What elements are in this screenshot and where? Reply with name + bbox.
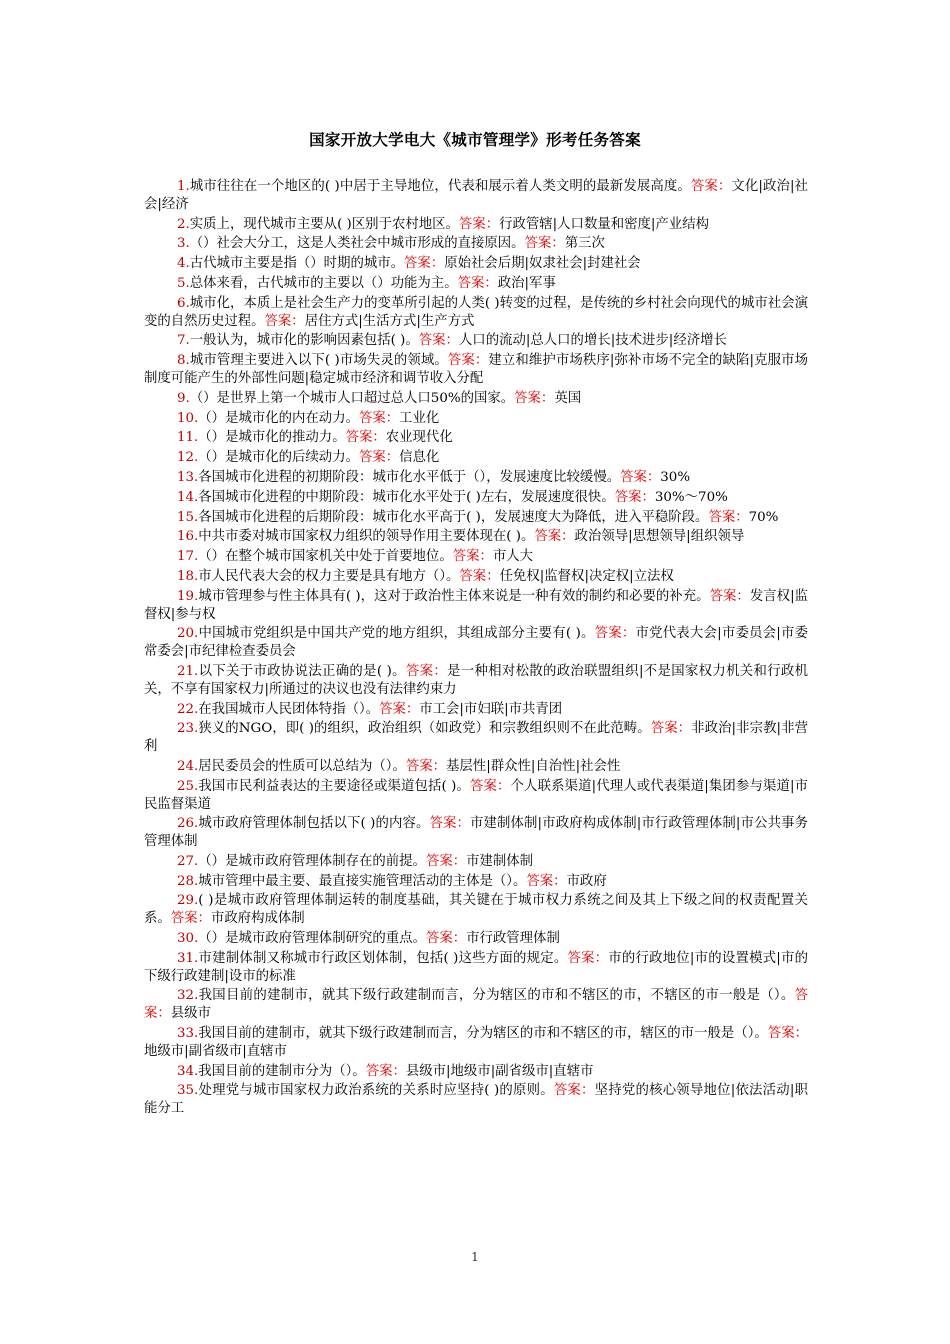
question-number: 20.	[177, 626, 199, 642]
answer-label: 答案：	[708, 509, 749, 525]
question-item	[144, 469, 808, 487]
question-text: （）是城市化的内在动力。	[198, 410, 359, 426]
answer-label: 答案：	[470, 778, 511, 794]
question-item	[144, 930, 808, 948]
answer-text: 个人联系渠道|代理人或代表渠道|集团参与渠道|市民监督渠道	[144, 778, 808, 812]
question-text: 市人民代表大会的权力主要是具有地方（）。	[198, 568, 460, 584]
answer-label: 答案：	[458, 216, 500, 232]
answer-label: 答案：	[365, 1063, 406, 1079]
question-number: 18.	[177, 568, 199, 584]
answer-text: 市人大	[492, 549, 534, 565]
answer-label: 答案：	[620, 469, 661, 485]
question-item	[144, 429, 808, 447]
question-text: 一般认为，城市化的影响因素包括( )。	[189, 333, 419, 349]
answer-label: 答案：	[690, 179, 732, 194]
question-number: 6.	[177, 295, 190, 311]
answer-text: 县级市|地级市|副省级市|直辖市	[405, 1063, 594, 1079]
question-item	[144, 489, 808, 507]
question-item	[144, 1025, 808, 1061]
question-text: （）是城市化的后续动力。	[198, 450, 359, 466]
answer-text: 市政府构成体制	[210, 911, 305, 927]
question-text: 中共市委对城市国家权力组织的领导作用主要体现在( )。	[198, 529, 535, 545]
question-item	[144, 758, 808, 776]
question-text: 我国市民利益表达的主要途径或渠道包括( )。	[198, 778, 471, 794]
question-item	[144, 588, 808, 624]
question-item	[144, 548, 808, 566]
answer-label: 答案：	[767, 1026, 809, 1042]
question-item	[144, 390, 808, 408]
answer-text: 信息化	[399, 450, 440, 466]
answer-label: 答案：	[447, 353, 489, 369]
question-text: 城市政府管理体制包括以下( )的内容。	[198, 816, 430, 832]
question-item	[144, 235, 808, 253]
question-number: 7.	[177, 333, 190, 349]
question-text: 处理党与城市国家权力政治系统的关系时应坚持( )的原则。	[198, 1083, 554, 1099]
question-text: 我国目前的建制市，就其下级行政建制而言，分为辖区的市和不辖区的市，不辖区的市一般是（）。	[198, 988, 795, 1004]
question-number: 17.	[177, 549, 199, 565]
question-number: 13.	[177, 469, 199, 485]
question-item	[144, 1063, 808, 1081]
question-number: 22.	[177, 701, 199, 717]
question-text: 我国目前的建制市分为（）。	[198, 1063, 366, 1079]
question-number: 24.	[177, 758, 199, 774]
answer-label: 答案：	[614, 489, 655, 505]
answer-label: 答案：	[514, 390, 555, 406]
question-item	[144, 815, 808, 851]
question-item	[144, 892, 808, 928]
question-item	[144, 853, 808, 871]
question-text: 以下关于市政协说法正确的是( )。	[198, 663, 406, 679]
answer-text: 市的行政地位|市的设置模式|市的下级行政建制|设市的标准	[144, 950, 809, 984]
answer-text: 是一种相对松散的政治联盟组织|不是国家权力机关和行政机关，不享有国家权力|所通过的决议也没有法律约束力	[144, 663, 809, 697]
answer-label: 答案：	[425, 853, 467, 869]
answer-text: 第三次	[564, 236, 605, 252]
question-item	[144, 663, 808, 699]
question-item	[144, 987, 808, 1023]
answer-label: 答案：	[418, 333, 459, 349]
answer-label: 答案：	[358, 450, 400, 466]
question-item	[144, 216, 808, 234]
answer-label: 答案：	[405, 758, 447, 774]
answer-text: 地级市|副省级市|直辖市	[144, 1043, 287, 1059]
answer-text: 任免权|监督权|决定权|立法权	[499, 568, 674, 584]
question-number: 31.	[177, 950, 199, 966]
question-text: 实质上，现代城市主要从( )区别于农村地区。	[189, 216, 459, 232]
answer-label: 答案：	[567, 950, 609, 966]
answer-label: 答案：	[526, 873, 567, 889]
question-item	[144, 332, 808, 350]
answer-text: 市政府	[566, 873, 607, 889]
answer-text: 行政管辖|人口数量和密度|产业结构	[499, 216, 709, 232]
question-item	[144, 568, 808, 586]
question-item	[144, 950, 808, 986]
question-number: 19.	[177, 588, 199, 604]
answer-label: 答案：	[459, 568, 500, 584]
question-number: 8.	[177, 353, 190, 369]
question-text: （）社会大分工，这是人类社会中城市形成的直接原因。	[189, 236, 525, 252]
question-text: 各国城市化进程的中期阶段：城市化水平处于( )左右，发展速度很快。	[198, 489, 615, 505]
question-item	[144, 449, 808, 467]
question-item	[144, 528, 808, 546]
answer-label: 答案：	[524, 236, 565, 252]
question-text: 中国城市党组织是中国共产党的地方组织，其组成部分主要有( )。	[198, 626, 595, 642]
question-number: 2.	[177, 216, 190, 232]
answer-label: 答案：	[144, 988, 808, 1022]
answer-label: 答案：	[457, 275, 498, 291]
question-text: （）是城市政府管理体制存在的前提。	[198, 853, 426, 869]
question-item	[144, 701, 808, 719]
answer-label: 答案：	[404, 256, 445, 272]
answer-text: 建立和维护市场秩序|弥补市场不完全的缺陷|克服市场制度可能产生的外部性问题|稳定城市经济和调节收入分配	[144, 353, 808, 386]
answer-label: 答案：	[358, 410, 400, 426]
answer-text: 基层性|群众性|自治性|社会性	[446, 758, 621, 774]
question-text: 我国目前的建制市，就其下级行政建制而言，分为辖区的市和不辖区的市，辖区的市一般是（）。	[198, 1026, 768, 1042]
question-number: 10.	[177, 410, 199, 426]
question-item	[144, 295, 808, 331]
answer-label: 答案：	[264, 313, 305, 329]
question-item	[144, 410, 808, 428]
answer-text: 坚持党的核心领导地位|依法活动|职能分工	[144, 1083, 809, 1117]
document-title: 国家开放大学电大《城市管理学》形考任务答案	[309, 130, 641, 149]
question-number: 28.	[177, 873, 199, 889]
question-text: 城市管理主要进入以下( )市场失灵的领域。	[189, 353, 448, 369]
question-text: 古代城市主要是指（）时期的城市。	[189, 256, 405, 272]
answer-text: 县级市	[170, 1006, 211, 1022]
question-text: （）在整个城市国家机关中处于首要地位。	[198, 549, 453, 565]
question-number: 16.	[177, 529, 199, 545]
question-list	[144, 178, 808, 1120]
question-item	[144, 275, 808, 293]
answer-text: 英国	[554, 390, 582, 406]
answer-text: 政治领导|思想领导|组织领导	[574, 529, 745, 545]
question-text: 在我国城市人民团体特指（）。	[198, 701, 380, 717]
answer-text: 市党代表大会|市委员会|市委常委会|市纪律检查委员会	[144, 626, 809, 660]
question-number: 30.	[177, 931, 199, 947]
question-number: 35.	[177, 1083, 199, 1099]
question-text: 居民委员会的性质可以总结为（）。	[198, 758, 406, 774]
question-item	[144, 720, 808, 756]
answer-label: 答案：	[553, 1083, 595, 1099]
question-text: （）是城市政府管理体制研究的重点。	[198, 931, 426, 947]
answer-label: 答案：	[170, 911, 211, 927]
answer-label: 答案：	[650, 721, 692, 737]
answer-text: 市建制体制	[466, 853, 534, 869]
question-number: 9.	[177, 390, 190, 406]
answer-label: 答案：	[425, 931, 467, 947]
answer-text: 原始社会后期|奴隶社会|封建社会	[444, 256, 641, 272]
question-item	[144, 873, 808, 891]
answer-label: 答案：	[452, 549, 493, 565]
question-item	[144, 509, 808, 527]
question-number: 3.	[177, 236, 190, 252]
question-text: 各国城市化进程的初期阶段：城市化水平低于（），发展速度比较缓慢。	[198, 469, 621, 485]
question-item	[144, 1082, 808, 1118]
question-item	[144, 178, 808, 214]
answer-text: 非政治|非宗教|非营利	[144, 721, 808, 755]
question-number: 5.	[177, 275, 190, 291]
answer-label: 答案：	[594, 626, 636, 642]
question-number: 12.	[177, 450, 199, 466]
question-text: ( )是城市政府管理体制运转的制度基础，其关键在于城市权力系统之间及其上下级之间的权责配置关系。	[144, 893, 808, 927]
question-number: 15.	[177, 509, 199, 525]
answer-text: 30%～70%	[654, 489, 728, 505]
answer-text: 发言权|监督权|参与权	[144, 588, 809, 622]
question-text: 城市化，本质上是社会生产力的变革所引起的人类( )转变的过程，是传统的乡村社会向现代的城市社会演变的自然历史过程。	[144, 295, 808, 329]
answer-text: 人口的流动|总人口的增长|技术进步|经济增长	[458, 333, 727, 349]
answer-text: 政治|军事	[497, 275, 556, 291]
answer-label: 答案：	[405, 663, 448, 679]
answer-text: 农业现代化	[385, 430, 453, 446]
answer-label: 答案：	[534, 529, 575, 545]
answer-text: 市行政管理体制	[466, 931, 560, 947]
question-number: 27.	[177, 853, 199, 869]
question-number: 33.	[177, 1026, 199, 1042]
answer-text: 市工会|市妇联|市共青团	[419, 701, 563, 717]
question-number: 14.	[177, 489, 199, 505]
question-number: 29.	[177, 893, 199, 909]
question-text: 城市管理参与性主体具有( )，这对于政治性主体来说是一种有效的制约和必要的补充。	[198, 588, 710, 604]
question-text: 各国城市化进程的后期阶段：城市化水平高于( )，发展速度大为降低，进入平稳阶段。	[198, 509, 709, 525]
question-text: 城市往往在一个地区的( )中居于主导地位，代表和展示着人类文明的最新发展高度。	[189, 179, 691, 194]
page-number: 1	[471, 1250, 479, 1264]
question-item	[144, 255, 808, 273]
answer-text: 30%	[660, 469, 691, 485]
answer-text: 文化|政治|社会|经济	[144, 179, 809, 212]
question-number: 1.	[177, 179, 190, 194]
question-text: 狭义的NGO，即( )的组织，政治组织（如政党）和宗教组织则不在此范畴。	[198, 721, 651, 737]
answer-text: 工业化	[399, 410, 440, 426]
question-item	[144, 625, 808, 661]
question-item	[144, 778, 808, 814]
question-number: 11.	[177, 430, 199, 446]
question-text: 城市管理中最主要、最直接实施管理活动的主体是（）。	[198, 873, 527, 889]
question-number: 32.	[177, 988, 199, 1004]
question-text: 总体来看，古代城市的主要以（）功能为主。	[189, 275, 458, 291]
question-text: 市建制体制又称城市行政区划体制，包括( )这些方面的规定。	[198, 950, 568, 966]
answer-text: 70%	[748, 509, 779, 525]
answer-label: 答案：	[429, 816, 471, 832]
answer-label: 答案：	[345, 430, 386, 446]
question-number: 23.	[177, 721, 199, 737]
question-item	[144, 352, 808, 388]
question-number: 26.	[177, 816, 199, 832]
answer-label: 答案：	[709, 588, 750, 604]
question-number: 4.	[177, 256, 190, 272]
answer-text: 居住方式|生活方式|生产方式	[304, 313, 475, 329]
question-text: （）是城市化的推动力。	[198, 430, 346, 446]
question-number: 25.	[177, 778, 199, 794]
question-text: （）是世界上第一个城市人口超过总人口50%的国家。	[189, 390, 515, 406]
answer-text: 市建制体制|市政府构成体制|市行政管理体制|市公共事务管理体制	[144, 816, 808, 850]
answer-label: 答案：	[379, 701, 420, 717]
question-number: 34.	[177, 1063, 199, 1079]
question-number: 21.	[177, 663, 199, 679]
